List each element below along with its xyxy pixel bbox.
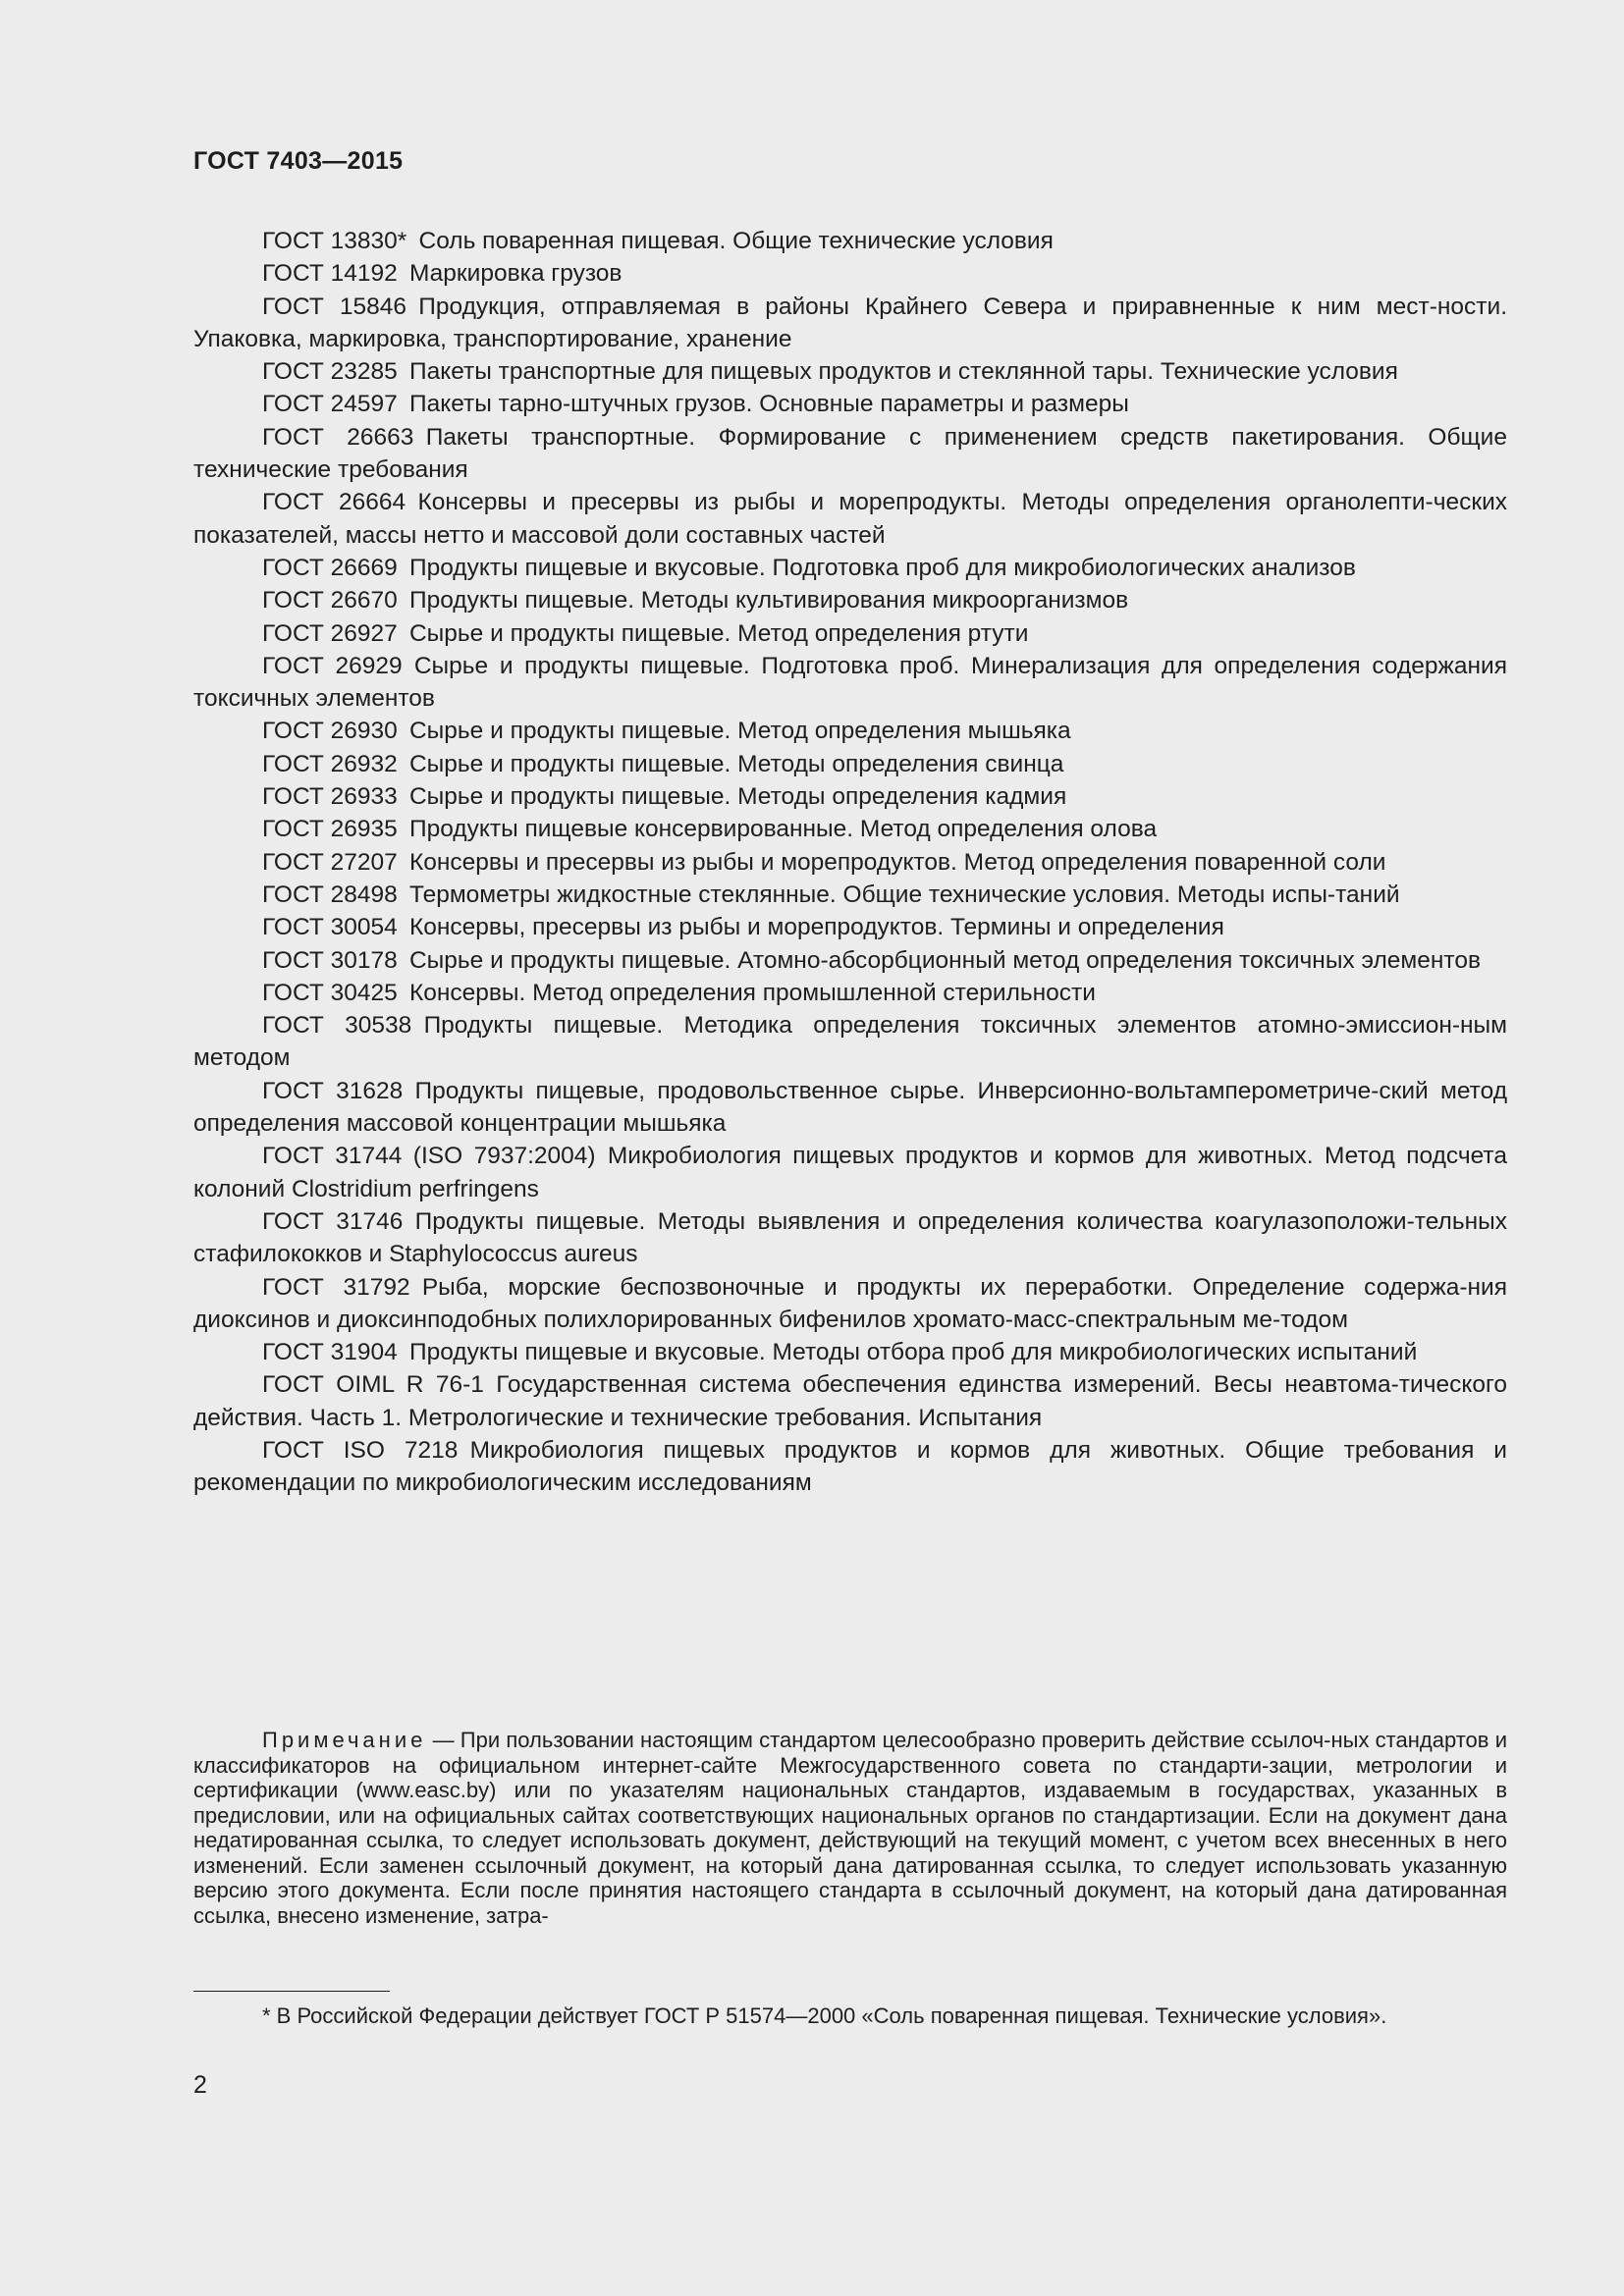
reference-item [193, 257, 1507, 290]
reference-title: Сырье и продукты пищевые. Атомно-абсорбционный метод определения токсичных элементов [408, 946, 1481, 974]
reference-code: ГОСТ 26929 [262, 652, 403, 679]
reference-title: Продукты пищевые консервированные. Метод определения олова [408, 816, 1158, 843]
reference-title: Консервы и пресервы из рыбы и морепродукты. Методы определения органолепти-ческих показателей, массы нетто и массовой доли составных частей [193, 489, 1507, 549]
reference-code: ГОСТ OIML R 76-1 [262, 1371, 484, 1399]
reference-title: Пакеты транспортные. Формирование с применением средств пакетирования. Общие технические требования [193, 423, 1507, 484]
footnote: * В Российской Федерации действует ГОСТ Р 51574—2000 «Соль поваренная пищевая. Технические условия». [262, 2003, 1387, 2028]
reference-code: ГОСТ 31628 [262, 1077, 404, 1104]
reference-item [193, 1140, 1507, 1205]
reference-item [193, 1336, 1507, 1368]
reference-code: ГОСТ 30425 [262, 979, 398, 1006]
note-text: — При пользовании настоящим стандартом целесообразно проверить действие ссылоч-ных стандартов и классификаторов на официальном интернет-сайте Межгосударственного совета по стандарти-зации, метрологии и сертификации (www.easc.by) или по указателям национальных стандартов, издаваемым в государствах, указанных в предисловии, или на официальных сайтах соответствующих национальных органов по стандартизации. Если на документ дана недатированная ссылка, то следует использовать документ, действующий на текущий момент, с учетом всех внесенных в него изменений. Если заменен ссылочный документ, на который дана датированная ссылка, то следует использовать указанную версию этого документа. Если после принятия настоящего стандарта в ссылочный документ, на который дана датированная ссылка, внесено изменение, затра- [193, 1728, 1507, 1928]
reference-item [193, 486, 1507, 552]
reference-title: Пакеты тарно-штучных грузов. Основные параметры и размеры [408, 391, 1129, 418]
document-header: ГОСТ 7403—2015 [193, 147, 404, 175]
reference-title: Маркировка грузов [408, 260, 623, 288]
reference-code: ГОСТ 26664 [262, 489, 406, 516]
reference-item [193, 1434, 1507, 1500]
reference-code: ГОСТ 26669 [262, 554, 398, 581]
reference-item [193, 552, 1507, 584]
reference-title: Сырье и продукты пищевые. Методы определения кадмия [408, 783, 1067, 811]
reference-code: ГОСТ 31792 [262, 1273, 410, 1301]
reference-code: ГОСТ 14192 [262, 260, 398, 288]
note-label: Примечание [262, 1728, 427, 1752]
reference-note [193, 1728, 1507, 1928]
reference-item [193, 748, 1507, 780]
reference-item [193, 650, 1507, 716]
reference-title: Соль поваренная пищевая. Общие технические условия [418, 228, 1054, 254]
reference-title: Термометры жидкостные стеклянные. Общие технические условия. Методы испы-таний [408, 881, 1400, 908]
reference-code: ГОСТ ISO 7218 [262, 1436, 459, 1464]
reference-item [193, 977, 1507, 1009]
reference-item [193, 617, 1507, 650]
reference-code: ГОСТ 31744 (ISO 7937:2004) [262, 1143, 596, 1170]
reference-item [193, 846, 1507, 879]
reference-item [193, 911, 1507, 943]
reference-code: ГОСТ 26663 [262, 423, 414, 451]
reference-code: ГОСТ 30538 [262, 1012, 412, 1040]
reference-title: Продукты пищевые. Методы выявления и определения количества коагулазоположи-тельных стафилококков и Staphylococcus aureus [193, 1207, 1507, 1268]
reference-item [193, 388, 1507, 420]
reference-title: Продукты пищевые, продовольственное сырье. Инверсионно-вольтамперометриче-ский метод определения массовой концентрации мышьяка [193, 1077, 1507, 1138]
reference-title: Продукты пищевые. Методика определения токсичных элементов атомно-эмиссион-ным методом [193, 1012, 1507, 1072]
reference-code: ГОСТ 13830* [262, 228, 407, 254]
reference-item [193, 1205, 1507, 1271]
reference-code: ГОСТ 26932 [262, 750, 398, 777]
reference-item [193, 879, 1507, 911]
reference-code: ГОСТ 26670 [262, 587, 398, 614]
reference-code: ГОСТ 31904 [262, 1339, 398, 1366]
reference-code: ГОСТ 30178 [262, 946, 398, 974]
reference-code: ГОСТ 26927 [262, 619, 398, 647]
reference-item [193, 1009, 1507, 1075]
reference-item [193, 1368, 1507, 1434]
reference-title: Продукция, отправляемая в районы Крайнего Севера и приравненные к ним мест-ности. Упаковка, маркировка, транспортирование, хранение [193, 293, 1507, 352]
normative-references-list [193, 225, 1507, 1500]
reference-title: Сырье и продукты пищевые. Подготовка проб. Минерализация для определения содержания токсичных элементов [193, 652, 1507, 713]
reference-title: Государственная система обеспечения единства измерений. Весы неавтома-тического действия. Часть 1. Метрологические и технические требования. Испытания [193, 1371, 1507, 1431]
reference-title: Пакеты транспортные для пищевых продуктов и стеклянной тары. Технические условия [408, 358, 1398, 386]
reference-item [193, 780, 1507, 813]
footnote-divider [193, 1991, 390, 1992]
reference-title: Сырье и продукты пищевые. Метод определения мышьяка [408, 718, 1071, 745]
reference-item [193, 355, 1507, 388]
page-number: 2 [193, 2071, 207, 2099]
reference-item [193, 1271, 1507, 1337]
reference-item [193, 715, 1507, 747]
reference-item [193, 584, 1507, 616]
reference-code: ГОСТ 28498 [262, 881, 398, 908]
reference-title: Микробиология пищевых продуктов и кормов для животных. Метод подсчета колоний Clostridium perfringens [193, 1143, 1507, 1202]
reference-item [193, 813, 1507, 845]
reference-code: ГОСТ 30054 [262, 914, 398, 941]
reference-code: ГОСТ 23285 [262, 358, 398, 386]
reference-title: Консервы. Метод определения промышленной стерильности [408, 979, 1096, 1006]
reference-title: Рыба, морские беспозвоночные и продукты их переработки. Определение содержа-ния диоксинов и диоксинподобных полихлорированных бифенилов хромато-масс-спектральным ме-тодом [193, 1273, 1507, 1333]
reference-code: ГОСТ 26930 [262, 718, 398, 745]
reference-code: ГОСТ 24597 [262, 391, 398, 418]
reference-code: ГОСТ 15846 [262, 293, 407, 320]
reference-code: ГОСТ 27207 [262, 848, 398, 876]
reference-code: ГОСТ 26933 [262, 783, 398, 811]
reference-title: Сырье и продукты пищевые. Метод определения ртути [408, 619, 1029, 647]
reference-title: Сырье и продукты пищевые. Методы определения свинца [408, 750, 1064, 777]
reference-title: Продукты пищевые и вкусовые. Методы отбора проб для микробиологических испытаний [408, 1339, 1418, 1366]
reference-title: Консервы, пресервы из рыбы и морепродуктов. Термины и определения [408, 914, 1224, 941]
reference-title: Консервы и пресервы из рыбы и морепродуктов. Метод определения поваренной соли [408, 848, 1386, 876]
reference-item [193, 1075, 1507, 1141]
reference-title: Продукты пищевые. Методы культивирования микроорганизмов [408, 587, 1129, 614]
reference-code: ГОСТ 26935 [262, 816, 398, 843]
reference-title: Микробиология пищевых продуктов и кормов для животных. Общие требования и рекомендации по микробиологическим исследованиям [193, 1436, 1507, 1497]
reference-title: Продукты пищевые и вкусовые. Подготовка проб для микробиологических анализов [408, 554, 1356, 581]
reference-item [193, 421, 1507, 487]
reference-item [193, 944, 1507, 977]
reference-item [193, 225, 1507, 257]
reference-code: ГОСТ 31746 [262, 1207, 404, 1235]
reference-item [193, 291, 1507, 356]
